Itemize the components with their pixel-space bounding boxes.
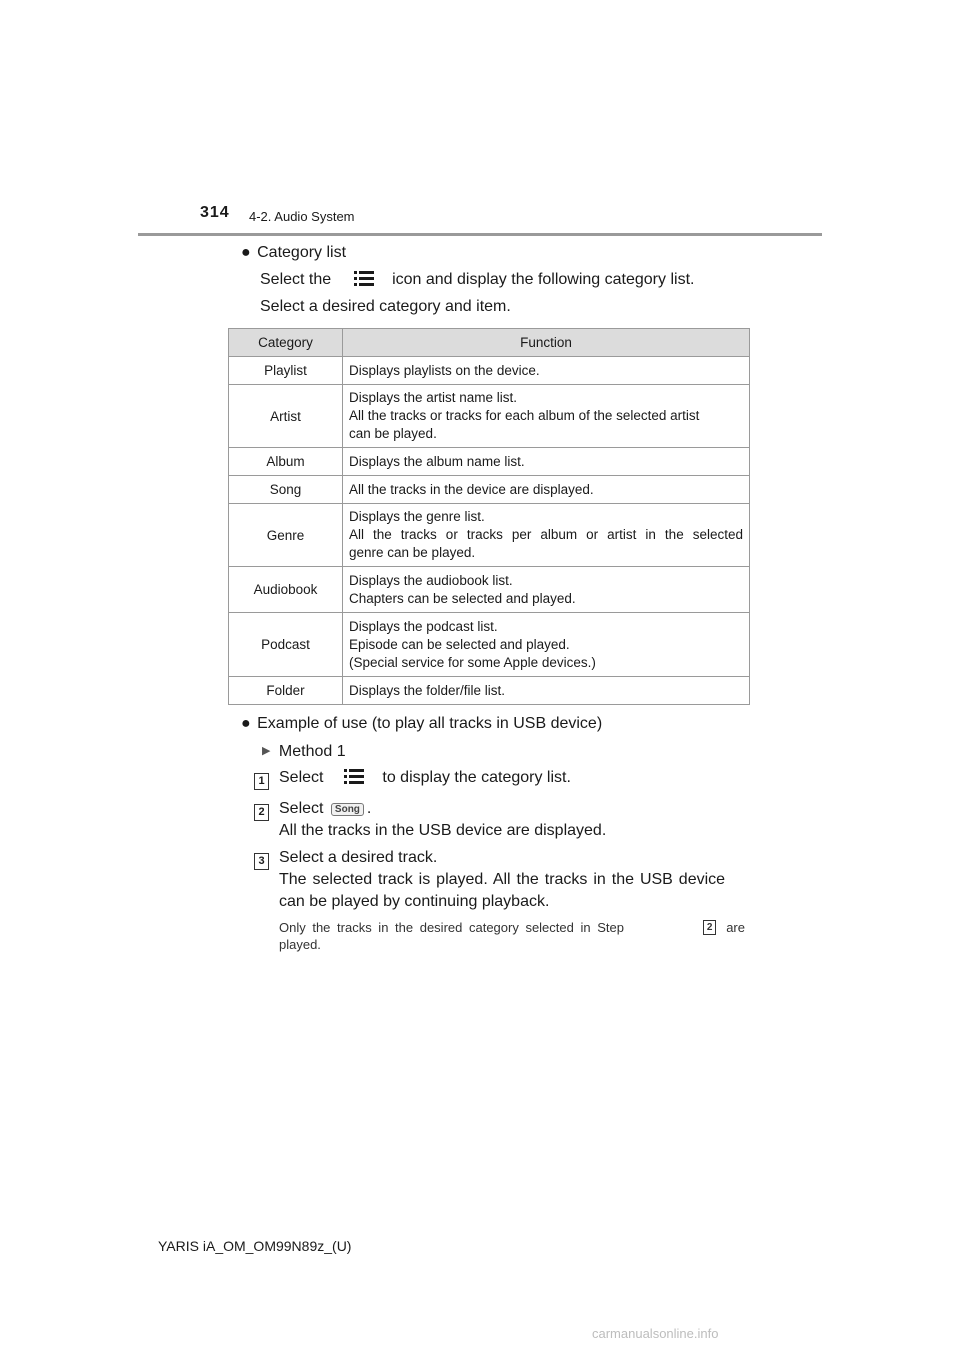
- example-heading: [241, 714, 602, 734]
- table-row: [229, 385, 750, 448]
- step-number-1: 1: [254, 771, 269, 790]
- table-header-function: Function: [343, 329, 750, 357]
- table-row: [229, 567, 750, 613]
- page-number: 314: [200, 204, 230, 221]
- table-row: [229, 476, 750, 504]
- table-header-category: Category: [229, 329, 343, 357]
- function-cell: Displays playlists on the device.: [343, 357, 750, 385]
- step-2-text: Select Song .: [279, 800, 372, 817]
- table-row: [229, 504, 750, 567]
- step-number-3: 3: [254, 851, 269, 870]
- category-cell: Song: [229, 476, 343, 504]
- category-cell: Folder: [229, 677, 343, 705]
- category-cell: Artist: [229, 385, 343, 448]
- watermark: carmanualsonline.info: [592, 1326, 719, 1341]
- step-2-result: All the tracks in the USB device are displayed.: [279, 822, 607, 839]
- function-cell: Displays the genre list. All the tracks or tracks per album or artist in the selected genre can be played.: [343, 504, 750, 567]
- function-cell: Displays the artist name list. All the tracks or tracks for each album of the selected artist can be played.: [343, 385, 750, 448]
- function-cell: Displays the album name list.: [343, 448, 750, 476]
- header-divider: [138, 233, 822, 236]
- category-cell: Podcast: [229, 613, 343, 677]
- list-menu-icon: [344, 768, 364, 784]
- category-list-instruction: Select the icon and display the following category list.: [260, 271, 695, 288]
- step-3-text: Select a desired track.: [279, 849, 438, 866]
- step-1-text: Select to display the category list.: [279, 769, 571, 786]
- category-cell: Audiobook: [229, 567, 343, 613]
- table-header-row: [229, 329, 750, 357]
- example-title: Example of use (to play all tracks in USB device): [257, 715, 603, 732]
- note: Only the tracks in the desired category selected in Step 2 are played.: [279, 920, 745, 952]
- category-list-instruction-2: Select a desired category and item.: [260, 298, 511, 315]
- bullet-icon: ●: [241, 715, 251, 732]
- function-cell: Displays the folder/file list.: [343, 677, 750, 705]
- table-row: [229, 448, 750, 476]
- table-row: [229, 613, 750, 677]
- table-row: [229, 677, 750, 705]
- category-function-table: [228, 328, 750, 705]
- bullet-icon: ●: [241, 244, 251, 261]
- table-row: [229, 357, 750, 385]
- step-3-result-1: The selected track is played. All the tracks in the USB device: [279, 871, 726, 888]
- step-number-2: 2: [254, 802, 269, 821]
- step-3-result-2: can be played by continuing playback.: [279, 893, 550, 910]
- document-id: YARIS iA_OM_OM99N89z_(U): [158, 1238, 352, 1254]
- function-cell: All the tracks in the device are displayed.: [343, 476, 750, 504]
- step-ref-2: 2: [703, 920, 716, 935]
- function-cell: Displays the audiobook list. Chapters can be selected and played.: [343, 567, 750, 613]
- song-button-image: Song: [331, 803, 364, 816]
- category-cell: Genre: [229, 504, 343, 567]
- category-cell: Playlist: [229, 357, 343, 385]
- category-list-heading: [241, 243, 346, 263]
- section-title: 4-2. Audio System: [249, 209, 355, 224]
- category-cell: Album: [229, 448, 343, 476]
- triangle-right-icon: ▶: [262, 745, 271, 757]
- method-label: ▶ Method 1: [262, 743, 346, 760]
- function-cell: Displays the podcast list. Episode can be selected and played. (Special service for some Apple devices.): [343, 613, 750, 677]
- category-list-title: Category list: [257, 244, 347, 261]
- list-menu-icon: [354, 270, 374, 286]
